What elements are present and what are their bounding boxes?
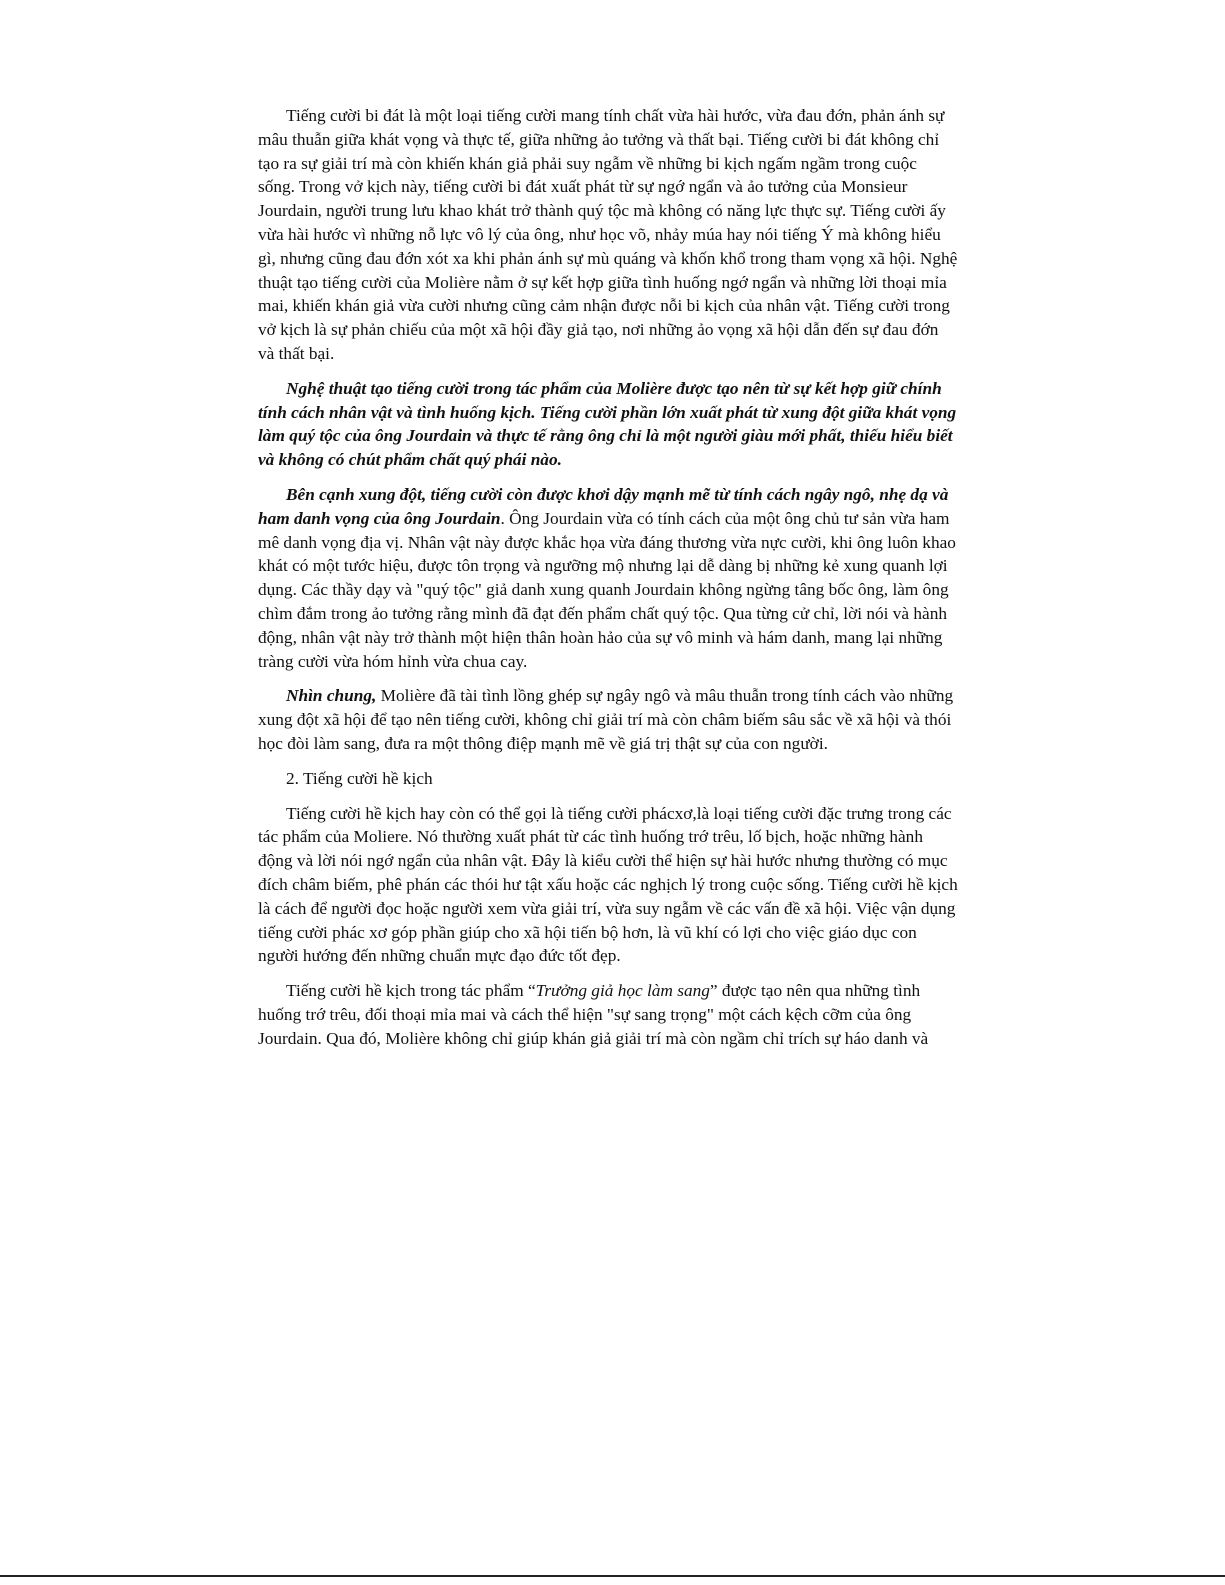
paragraph-text: . Ông Jourdain vừa có tính cách của một ông chủ tư sản vừa ham mê danh vọng địa vị. Nhân vật này được khắc họa vừa đáng thương vừa nực cười, khi ông luôn khao khát có một tước hiệu, được tôn trọng và ngưỡng mộ nhưng lại dễ dàng bị những kẻ xung quanh lợi dụng. Các thầy dạy và "quý tộc" giả danh xung quanh Jourdain không ngừng tâng bốc ông, làm ông chìm đắm trong ảo tưởng rằng mình đã đạt đến phẩm chất quý tộc. Qua từng cử chỉ, lời nói và hành động, nhân vật này trở thành một hiện thân hoàn hảo của sự vô minh và hám danh, mang lại những tràng cười vừa hóm hỉnh vừa chua cay.	[258, 508, 956, 671]
paragraph-farce-laughter: Tiếng cười hề kịch hay còn có thể gọi là tiếng cười phácxơ,là loại tiếng cười đặc trưng trong các tác phẩm của Moliere. Nó thường xuất phát từ các tình huống trớ trêu, lố bịch, hoặc những hành động và lời nói ngớ ngẩn của nhân vật. Đây là kiểu cười thể hiện sự hài hước nhưng thường có mục đích châm biếm, phê phán các thói hư tật xấu hoặc các nghịch lý trong cuộc sống. Tiếng cười hề kịch là cách để người đọc hoặc người xem vừa giải trí, vừa suy ngẫm về các vấn đề xã hội. Việc vận dụng tiếng cười phác xơ góp phần giúp cho xã hội tiến bộ hơn, là vũ khí có lợi cho việc giáo dục con người hướng đến những chuẩn mực đạo đức tốt đẹp.	[258, 803, 958, 966]
paragraph-text: ” được tạo nên qua những tình huống trớ trêu, đối thoại mỉa mai và cách thể hiện "sự sang trọng" một cách kệch cỡm của ông Jourdain. Qua đó, Molière không chỉ giúp khán giả giải trí mà còn ngầm chỉ trích sự háo danh và	[258, 981, 929, 1048]
paragraph-conclusion	[258, 684, 958, 755]
paragraph-lead-bold-italic: Bên cạnh xung đột, tiếng cười còn được khơi dậy mạnh mẽ từ tính cách ngây ngô, nhẹ dạ và ham danh vọng của ông Jourdain	[258, 484, 949, 528]
paragraph-tragic-laughter: Tiếng cười bi đát là một loại tiếng cười mang tính chất vừa hài hước, vừa đau đớn, phản ánh sự mâu thuẫn giữa khát vọng và thực tế, giữa những ảo tưởng và thất bại. Tiếng cười bi đát không chỉ tạo ra sự giải trí mà còn khiến khán giả phải suy ngẫm về những bi kịch ngấm ngầm trong cuộc sống. Trong vở kịch này, tiếng cười bi đát xuất phát từ sự ngớ ngẩn và ảo tưởng của Monsieur Jourdain, người trung lưu khao khát trở thành quý tộc mà không có năng lực thực sự. Tiếng cười ấy vừa hài hước vì những nỗ lực vô lý của ông, như học võ, nhảy múa hay nói tiếng Ý mà không hiểu gì, nhưng cũng đau đớn xót xa khi phản ánh sự mù quáng và khốn khổ trong tham vọng xã hội. Nghệ thuật tạo tiếng cười của Molière nằm ở sự kết hợp giữa tình huống ngớ ngẩn và những lời thoại mỉa mai, khiến khán giả vừa cười nhưng cũng cảm nhận được nỗi bi kịch của nhân vật. Tiếng cười trong vở kịch là sự phản chiếu của một xã hội đầy giả tạo, nơi những ảo vọng xã hội dẫn đến sự đau đớn và thất bại.	[258, 106, 958, 363]
page-bottom-rule	[0, 1575, 1225, 1577]
paragraph-text: Molière đã tài tình lồng ghép sự ngây ngô và mâu thuẫn trong tính cách vào những xung đột xã hội để tạo nên tiếng cười, không chỉ giải trí mà còn châm biếm sâu sắc về xã hội và thói học đòi làm sang, đưa ra một thông điệp mạnh mẽ về giá trị thật sự của con người.	[258, 686, 954, 753]
paragraph-art-of-laughter: Nghệ thuật tạo tiếng cười trong tác phẩm của Molière được tạo nên từ sự kết hợp giữ chính tính cách nhân vật và tình huống kịch. Tiếng cười phần lớn xuất phát từ xung đột giữa khát vọng làm quý tộc của ông Jourdain và thực tế rằng ông chỉ là một người giàu mới phất, thiếu hiểu biết và không có chút phẩm chất quý phái nào.	[258, 378, 957, 470]
paragraph-text: Tiếng cười hề kịch trong tác phẩm “	[286, 981, 536, 1001]
document-body	[258, 104, 958, 1061]
paragraph-jourdain-character	[258, 483, 958, 673]
section-heading: 2. Tiếng cười hề kịch	[286, 768, 433, 788]
play-title: Trưởng giả học làm sang	[535, 981, 710, 1001]
paragraph-farce-in-play	[258, 979, 958, 1050]
paragraph-lead-bold-italic: Nhìn chung,	[286, 686, 377, 706]
